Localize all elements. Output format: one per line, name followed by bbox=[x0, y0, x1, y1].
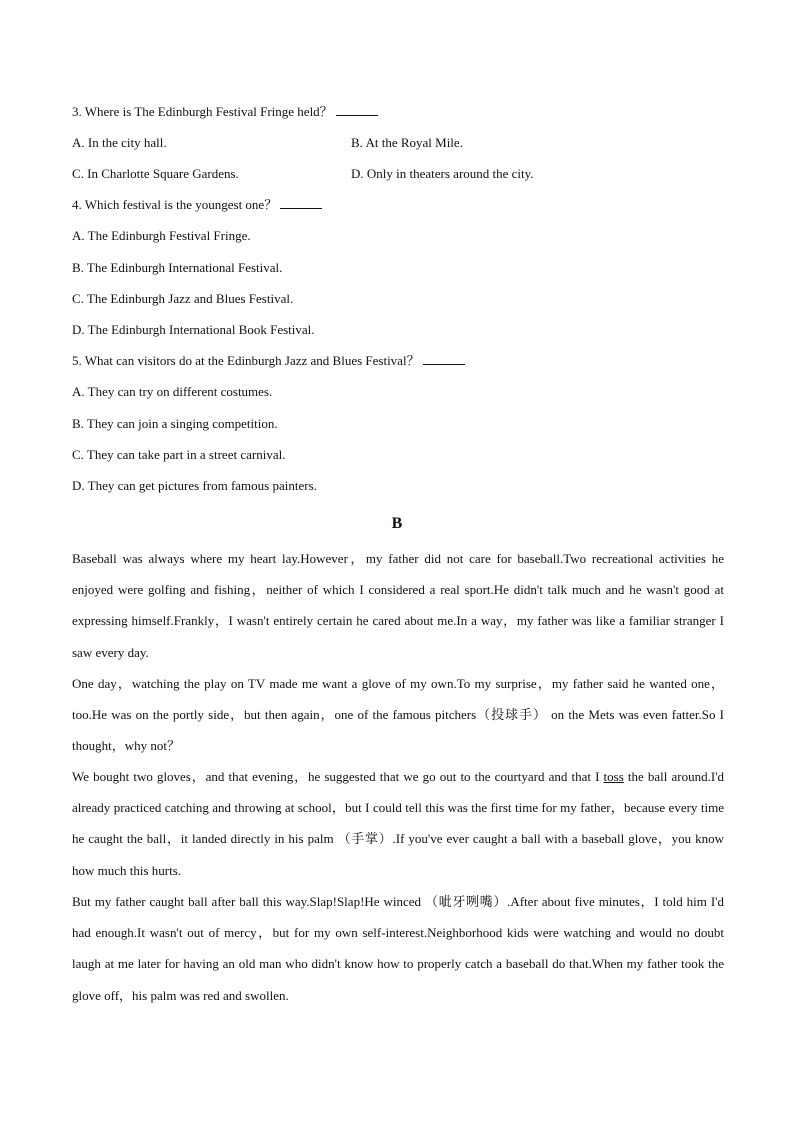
passage-paragraph-2: One day，watching the play on TV made me want a glove of my own.To my surprise，my father said he wanted one，too.He was on the portly side，but then again，one of the famous pitchers（投球手） on the Mets was even fatter.So I thought，why not？ bbox=[72, 676, 724, 754]
question-5-option-c: C. They can take part in a street carnival. bbox=[72, 447, 286, 462]
answer-blank-4 bbox=[280, 197, 322, 209]
question-5-option-a: A. They can try on different costumes. bbox=[72, 384, 273, 399]
question-5-option-d: D. They can get pictures from famous painters. bbox=[72, 478, 317, 493]
answer-blank-5 bbox=[423, 353, 465, 365]
question-3-stem: 3. Where is The Edinburgh Festival Fringe held？ bbox=[72, 104, 333, 119]
question-4-option-d: D. The Edinburgh International Book Festival. bbox=[72, 322, 315, 337]
question-5-option-b: B. They can join a singing competition. bbox=[72, 416, 278, 431]
question-3-option-d: D. Only in theaters around the city. bbox=[351, 166, 534, 181]
question-3-option-b: B. At the Royal Mile. bbox=[351, 135, 463, 150]
question-5-stem: 5. What can visitors do at the Edinburgh Jazz and Blues Festival？ bbox=[72, 353, 420, 368]
question-3-option-c: C. In Charlotte Square Gardens. bbox=[72, 166, 239, 181]
underlined-word: toss bbox=[603, 769, 624, 784]
question-4-stem: 4. Which festival is the youngest one？ bbox=[72, 197, 278, 212]
question-3-option-a: A. In the city hall. bbox=[72, 135, 167, 150]
question-5 bbox=[72, 353, 465, 369]
question-4-option-c: C. The Edinburgh Jazz and Blues Festival. bbox=[72, 291, 294, 306]
passage-paragraph-1: Baseball was always where my heart lay.However，my father did not care for baseball.Two recreational activities he enjoyed were golfing and fishing，neither of which I considered a real sport.He didn't talk much and he wasn't good at expressing himself.Frankly，I wasn't entirely certain he cared about me.In a way，my father was like a familiar stranger I saw every day. bbox=[72, 551, 724, 660]
question-4 bbox=[72, 197, 322, 213]
section-heading: B bbox=[391, 515, 403, 532]
question-4-option-b: B. The Edinburgh International Festival. bbox=[72, 260, 283, 275]
passage-paragraph-3 bbox=[72, 761, 724, 886]
paragraph-3-text-end: the ball around.I'd already practiced catching and throwing at school，but I could tell this was the first time for my father，because every time he caught the ball，it landed directly in his palm （手掌）.If you've ever caught a ball with a baseball glove，you know how much this hurts. bbox=[72, 769, 724, 878]
question-3 bbox=[72, 104, 378, 120]
paragraph-3-text-start: We bought two gloves，and that evening，he suggested that we go out to the courtyard and that I bbox=[72, 769, 604, 784]
question-4-option-a: A. The Edinburgh Festival Fringe. bbox=[72, 228, 251, 243]
answer-blank-3 bbox=[336, 104, 378, 116]
passage-paragraph-4: But my father caught ball after ball this way.Slap!Slap!He winced （呲牙咧嘴）.After about five minutes，I told him I'd had enough.It wasn't out of mercy，but for my own self-interest.Neighborhood kids were watching and would no doubt laugh at me later for having an old man who didn't know how to properly catch a baseball do that.When my father took the glove off，his palm was red and swollen. bbox=[72, 894, 724, 1003]
